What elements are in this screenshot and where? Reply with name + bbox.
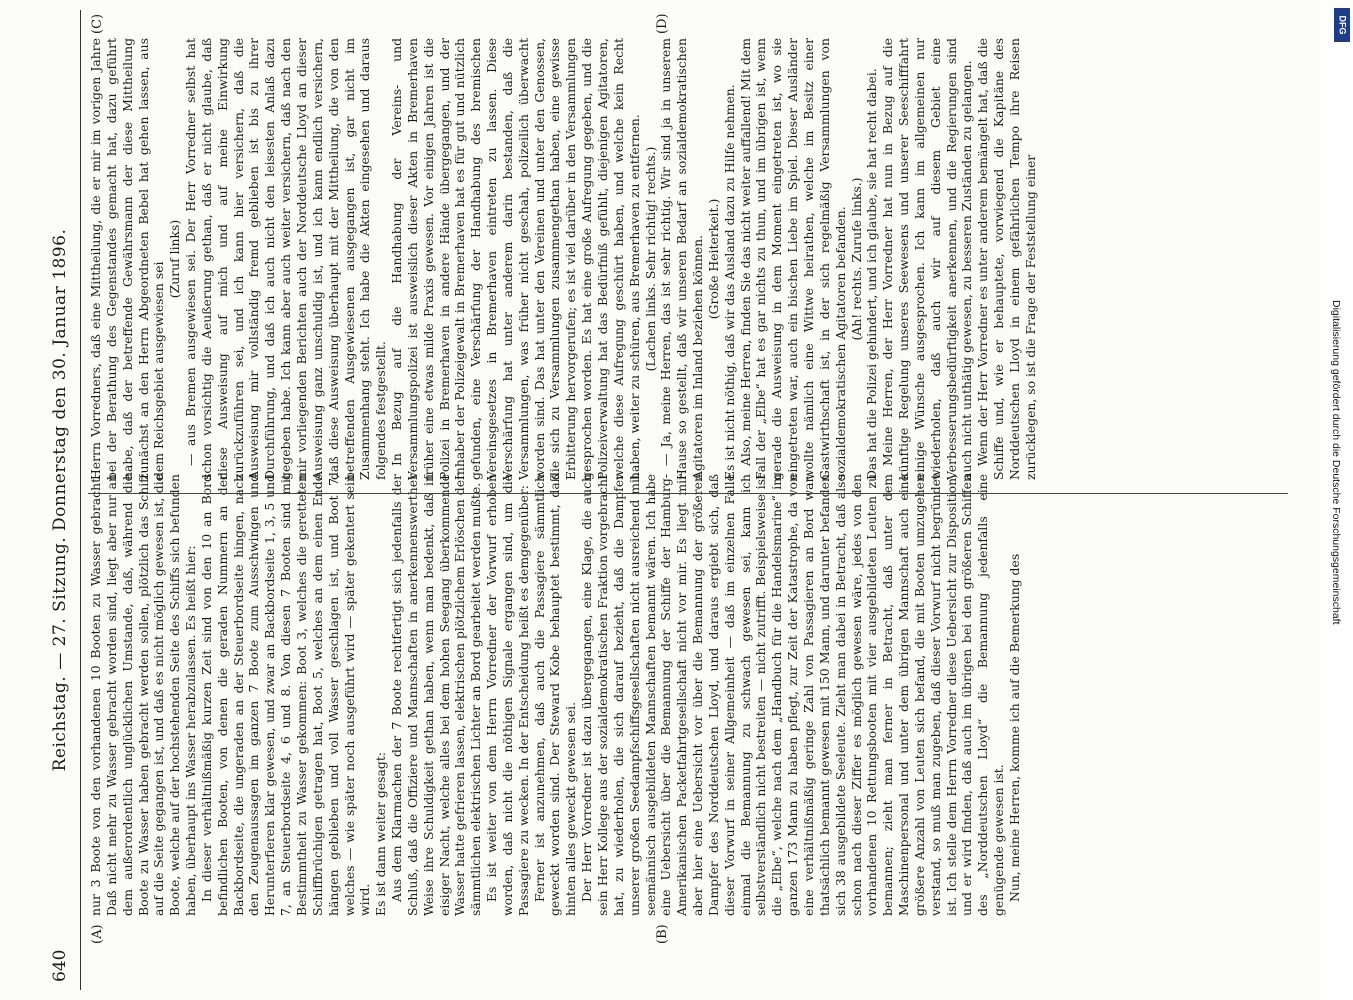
paragraph: Das hat die Polizei gehindert, und ich glaube, sie hat recht dabei. [864,68,880,480]
paragraph: Meine Herren, der Herr Vorredner hat nun in Bezug auf die künftige Regelung unseres Seewesens und unserer Seeschifffahrt einige Wünsche ausgesprochen. Ich kann im allgemeinen nur wiederholen, daß auch wir auf diesem Gebiet eine Verbesserungsbedürftigkeit anerkennen, und die Regierungen sind auch nicht unthätig gewesen, zu besseren Zuständen zu gelangen. [880,38,975,480]
dfg-logo: DFG [1334,8,1350,42]
margin-marker-d: (D) [655,13,670,34]
right-column [88,38,1288,480]
interjection: (Große Heiterkeit.) [705,198,721,320]
paragraph: Also, meine Herren, finden Sie das nicht weiter auffallend! Mit dem Fall der „Elbe“ hat es gar nichts zu thun, und im übrigen ist, wenn gerade die Ausweisung in dem Moment eingetreten ist, wo sie eingetreten war, auch ein bischen Liebe im Spiel. Dieser Ausländer wollte nämlich eine Wittwe heirathen, welche im Besitz einer Gastwirthschaft ist, in der sich regelmäßig Versammlungen von sozialdemokratischen Agitatoren befanden. [737,38,848,480]
left-column [88,474,1288,916]
paragraph: Der Herr Vorredner ist dazu übergegangen, eine Klage, die auch sein Herr Kollege aus der sozialdemokratischen Fraktion vorgebracht hat, zu wiederholen, die sich darauf bezieht, daß die Dampfer unserer großen Seedampfschiffsgesellschaften nicht ausreichend mit seemännisch ausgebildeten Mannschaften bemannt wären. Ich habe eine Uebersicht über die Bemannung der Schiffe der Hamburg-Amerikanischen Packetfahrtgesellschaft nicht vor mir. Es liegt mir aber hier eine Uebersicht vor über die Bemannung der größeren Dampfer des Norddeutschen Lloyd, und daraus ergiebt sich, daß dieser Vorwurf in seiner Allgemeinheit — daß im einzelnen Falle einmal die Bemannung zu schwach gewesen sei, kann ich selbstverständlich nicht bestreiten — nicht zutrifft. Beispielsweise ist die „Elbe“, welche nach dem „Handbuch für die Handelsmarine“ im ganzen 173 Mann zu haben pflegt, zur Zeit der Katastrophe, da von eine verhältnißmäßig geringe Zahl von Passagieren an Bord war, thatsächlich bemannt gewesen mit 150 Mann, und darunter befanden sich 38 ausgebildete Seeleute. Zieht man dabei in Betracht, daß also schon nach dieser Ziffer es möglich gewesen wäre, jedes von den vorhandenen 10 Rettungsbooten mit vier ausgebildeten Leuten zu bemannen; zieht man ferner in Betracht, daß unter dem Maschinenpersonal und unter dem übrigen Mannschaft auch eine größere Anzahl von Leuten sich befand, die mit Booten umzugehen verstand, so muß man zugeben, daß dieser Vorwurf nicht begründet ist. Ich stelle dem Herrn Vorredner diese Uebersicht zur Disposition, und er wird finden, daß auch im übrigen bei den größeren Schiffen des „Norddeutschen Lloyd“ die Bemannung jedenfalls eine genügende gewesen ist. [579,474,1007,916]
paragraph: — aus Bremen ausgewiesen sei. Der Herr Vorredner selbst hat schon vorsichtig die Aeußerung gethan, daß er nicht glaube, daß diese Ausweisung auf mich und auf meine Einwirkung zurückzuführen sei, und ich kann hier versichern, daß die Ausweisung mir vollständig fremd geblieben ist bis zu ihrer Durchführung, und daß ich auch nicht den leisesten Anlaß dazu gegeben habe. Ich kann aber auch weiter versichern, daß nach den mir vorliegenden Berichten auch der Norddeutsche Lloyd an dieser Ausweisung ganz unschuldig ist, und ich kann endlich versichern, daß diese Ausweisung überhaupt mit der Mittheilung, die von den betreffenden Ausgewiesenen ausgegangen ist, gar nicht im Zusammenhang steht. Ich habe die Akten eingesehen und daraus folgendes festgestellt. [183,38,389,480]
quote-paragraph: Aus dem Klarmachen der 7 Boote rechtfertigt sich jedenfalls der Schluß, daß die Offiziere und Mannschaften in anerkennenswerther Weise ihre Schuldigkeit gethan haben, wenn man bedenkt, daß in eisiger Nacht, welche alles bei dem hohen Seegang überkommende Wasser hatte gefrieren lassen, elektrischen plötzlichem Erlöschen der sämmtlichen elektrischen Lichter an Bord gearbeitet werden mußte. [389,474,484,916]
margin-marker-a: (A) [90,924,105,944]
margin-marker-b: (B) [655,924,670,944]
paragraph: — Ja, meine Herren, das ist sehr richtig. Wir sind ja in unserem Hause so gestellt, daß wir unseren Bedarf an sozialdemokratischen Agitatoren im Inland beziehen können. [658,38,706,480]
paragraph: Herrn Vorredners, daß eine Mittheilung, die er mir im vorigen Jahre bei der Berathung des Gegenstandes gemacht hat, dazu geführt habe, daß der betreffende Gewährsmann der diese Mittheilung zunächst an den Herrn Abgeordneten Bebel hat gehen lassen, aus dem Reichsgebiet ausgewiesen sei [88,38,167,480]
paragraph: Wenn der Herr Vorredner es unter anderem bemängelt hat, daß die Schiffe und, wie er behauptete, vorwiegend die Kapitäne des Norddeutschen Lloyd in einem gefährlichen Tempo ihre Reisen zurücklegen, so ist die Frage der Feststellung einer [975,38,1038,480]
interjection: (Ah! rechts. Zurufe links.) [848,177,864,341]
margin-marker-c: (C) [90,13,105,34]
column-divider [88,493,1288,494]
paragraph: Es ist weiter von dem Herrn Vorredner der Vorwurf erhoben worden, daß nicht die nöthigen Signale ergangen sind, um die Passagiere zu wecken. In der Entscheidung heißt es demgegenüber: [484,474,531,916]
interjection: (Zuruf links) [167,219,183,299]
paragraph: Es ist dann weiter gesagt: [373,752,389,916]
paragraph: nur 3 Boote von den vorhandenen 10 Booten zu Wasser gebracht. Daß nicht mehr zu Wasser gebracht worden sind, liegt aber nur an dem außerordentlich unglücklichen Umstande, daß, während die Boote zu Wasser haben gebracht werden sollen, plötzlich das Schiff auf die Seite gegangen ist, und daß es nicht möglich gewesen ist, die Boote, welche auf der hochstehenden Seite des Schiffs sich befunden haben, überhaupt ins Wasser herabzulassen. Es heißt hier: [88,474,199,916]
paragraph: Nun, meine Herren, komme ich auf die Bemerkung des [1006,553,1022,902]
header-rule [80,10,81,990]
running-head [48,0,78,1000]
page-title: Reichstag. — 27. Sitzung. Donnerstag den 30. Januar 1896. [50,228,70,772]
paragraph: Es ist nicht nöthig, daß wir das Ausland dazu zu Hilfe nehmen. [721,84,737,480]
interjection: (Lachen links. Sehr richtig! rechts.) [642,146,658,372]
quote-paragraph: In dieser verhältnißmäßig kurzen Zeit sind von den 10 an Bord befindlichen Booten, von denen die geraden Nummern an der Backbordseite, die ungeraden an der Steuerbordseite hingen, nach den Zeugenaussagen im ganzen 7 Boote zum Ausschwingen und Herunterfieren klar gewesen, und zwar an Backbordseite 1, 3, 5 und 7, an Steuerbordseite 4, 6 und 8. Von diesen 7 Booten sind mit Bestimmtheit zu Wasser gekommen: Boot 3, welches die geretteten Schiffbrüchigen getragen hat, Boot 5, welches an dem einen Ende hängen geblieben und voll Wasser geschlagen ist, und Boot 7, welches — wie später noch ausgeführt wird — später gekentert sein wird. [198,474,373,916]
page-number: 640 [50,949,70,982]
quote-paragraph: Ferner ist anzunehmen, daß auch die Passagiere sämmtlich geweckt worden sind. Der Steward Kobe behauptet bestimmt, daß hinten alles geweckt gewesen sei. [531,474,579,916]
digitization-note: Digitalisierung gefördert durch die Deutsche Forschungsgemeinschaft [1330,300,1342,625]
paragraph: In Bezug auf die Handhabung der Vereins- und Versammlungspolizei ist ausweislich dieser Akten in Bremerhaven früher eine etwas milde Praxis gewesen. Vor einigen Jahren ist die Polizei in Bremerhaven in andere Hände übergegangen, und der Inhaber der Polizeigewalt in Bremerhaven hat es für gut und nützlich gefunden, eine Verschärfung der Handhabung des bremischen Vereinsgesetzes in Bremerhaven eintreten zu lassen. Diese Verschärfung hat unter anderem darin bestanden, daß die Versammlungen, was früher nicht geschah, polizeilich überwacht worden sind. Das hat unter den Vereinen und unter den Genossen, die sich zu Versammlungen zusammengethan haben, eine gewisse Erbitterung hervorgerufen; es ist viel darüber in den Versammlungen gesprochen worden. Es hat eine große Aufregung gegeben, und die Polizeiverwaltung hat das Bedürfniß gefühlt, diejenigen Agitatoren, welche diese Aufregung geschürt haben, und welche kein Recht haben, weiter zu schüren, aus Bremerhaven zu entfernen. [389,38,642,480]
